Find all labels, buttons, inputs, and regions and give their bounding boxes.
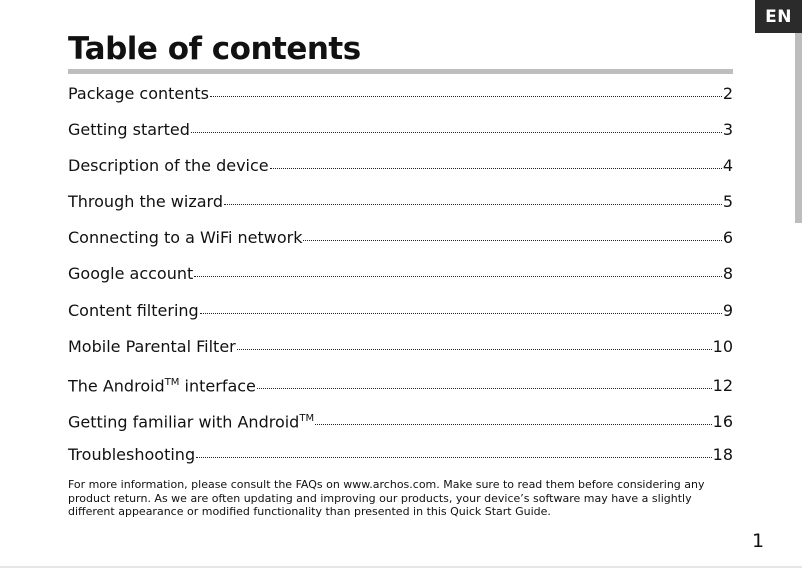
toc-leader-dots (191, 132, 722, 133)
table-of-contents (68, 80, 733, 477)
side-thumb-bar (795, 33, 802, 223)
toc-entry-page: 3 (722, 120, 733, 140)
toc-entry-label-after: interface (179, 376, 256, 396)
toc-entry-label: Package contents (68, 84, 209, 103)
toc-leader-dots (303, 240, 721, 241)
toc-entry-label: Connecting to a WiFi network (68, 228, 303, 248)
toc-entry-page: 18 (712, 444, 733, 464)
toc-entry-description-of-device[interactable] (68, 152, 733, 188)
toc-entry-content-filtering[interactable] (68, 297, 733, 333)
toc-entry-mobile-parental-filter[interactable] (68, 333, 733, 369)
toc-entry-label (68, 405, 314, 436)
title-divider (68, 69, 733, 74)
toc-leader-dots (237, 349, 712, 350)
toc-entry-page: 4 (722, 156, 733, 176)
toc-entry-page: 6 (722, 228, 733, 248)
toc-entry-label: Google account (68, 264, 194, 284)
toc-entry-label-main: Getting familiar with Android (68, 412, 300, 432)
toc-entry-page: 8 (722, 264, 733, 284)
toc-entry-page: 12 (712, 376, 733, 396)
page-number: 1 (752, 530, 765, 552)
toc-entry-getting-familiar-android[interactable] (68, 405, 733, 441)
toc-entry-label-main: The Android (68, 376, 165, 396)
toc-leader-dots (257, 388, 712, 389)
toc-entry-label: Troubleshooting (68, 444, 196, 464)
toc-entry-label: Through the wizard (68, 192, 223, 212)
toc-entry-google-account[interactable] (68, 260, 733, 296)
toc-leader-dots (210, 96, 722, 97)
toc-entry-through-the-wizard[interactable] (68, 188, 733, 224)
toc-entry-label: Description of the device (68, 156, 269, 176)
language-tab: EN (755, 0, 802, 33)
toc-leader-dots (315, 424, 712, 425)
toc-entry-label (68, 369, 256, 400)
toc-entry-page: 9 (722, 300, 733, 320)
toc-entry-page: 16 (712, 412, 733, 432)
trademark-mark: TM (299, 412, 315, 424)
footer-note: For more information, please consult the FAQs on www.archos.com. Make sure to read them before considering any product return. As we are often updating and improving our products, your device’s software may have a slightly different appearance or modified functionality than presented in this Quick Start Guide. (68, 478, 705, 518)
toc-leader-dots (200, 313, 722, 314)
toc-entry-label: Getting started (68, 120, 190, 140)
toc-entry-connecting-wifi[interactable] (68, 224, 733, 260)
toc-leader-dots (194, 276, 722, 277)
toc-leader-dots (224, 204, 722, 205)
toc-leader-dots (270, 168, 722, 169)
page-title: Table of contents (68, 31, 361, 67)
toc-entry-page: 2 (722, 84, 733, 103)
toc-entry-package-contents[interactable] (68, 80, 733, 116)
toc-entry-page: 5 (722, 192, 733, 212)
toc-entry-label: Mobile Parental Filter (68, 336, 236, 356)
trademark-mark: TM (164, 376, 180, 388)
toc-leader-dots (196, 457, 712, 458)
toc-entry-android-interface[interactable] (68, 369, 733, 405)
toc-entry-label: Content filtering (68, 300, 199, 320)
toc-entry-page: 10 (712, 336, 733, 356)
toc-entry-troubleshooting[interactable] (68, 441, 733, 477)
toc-entry-getting-started[interactable] (68, 116, 733, 152)
